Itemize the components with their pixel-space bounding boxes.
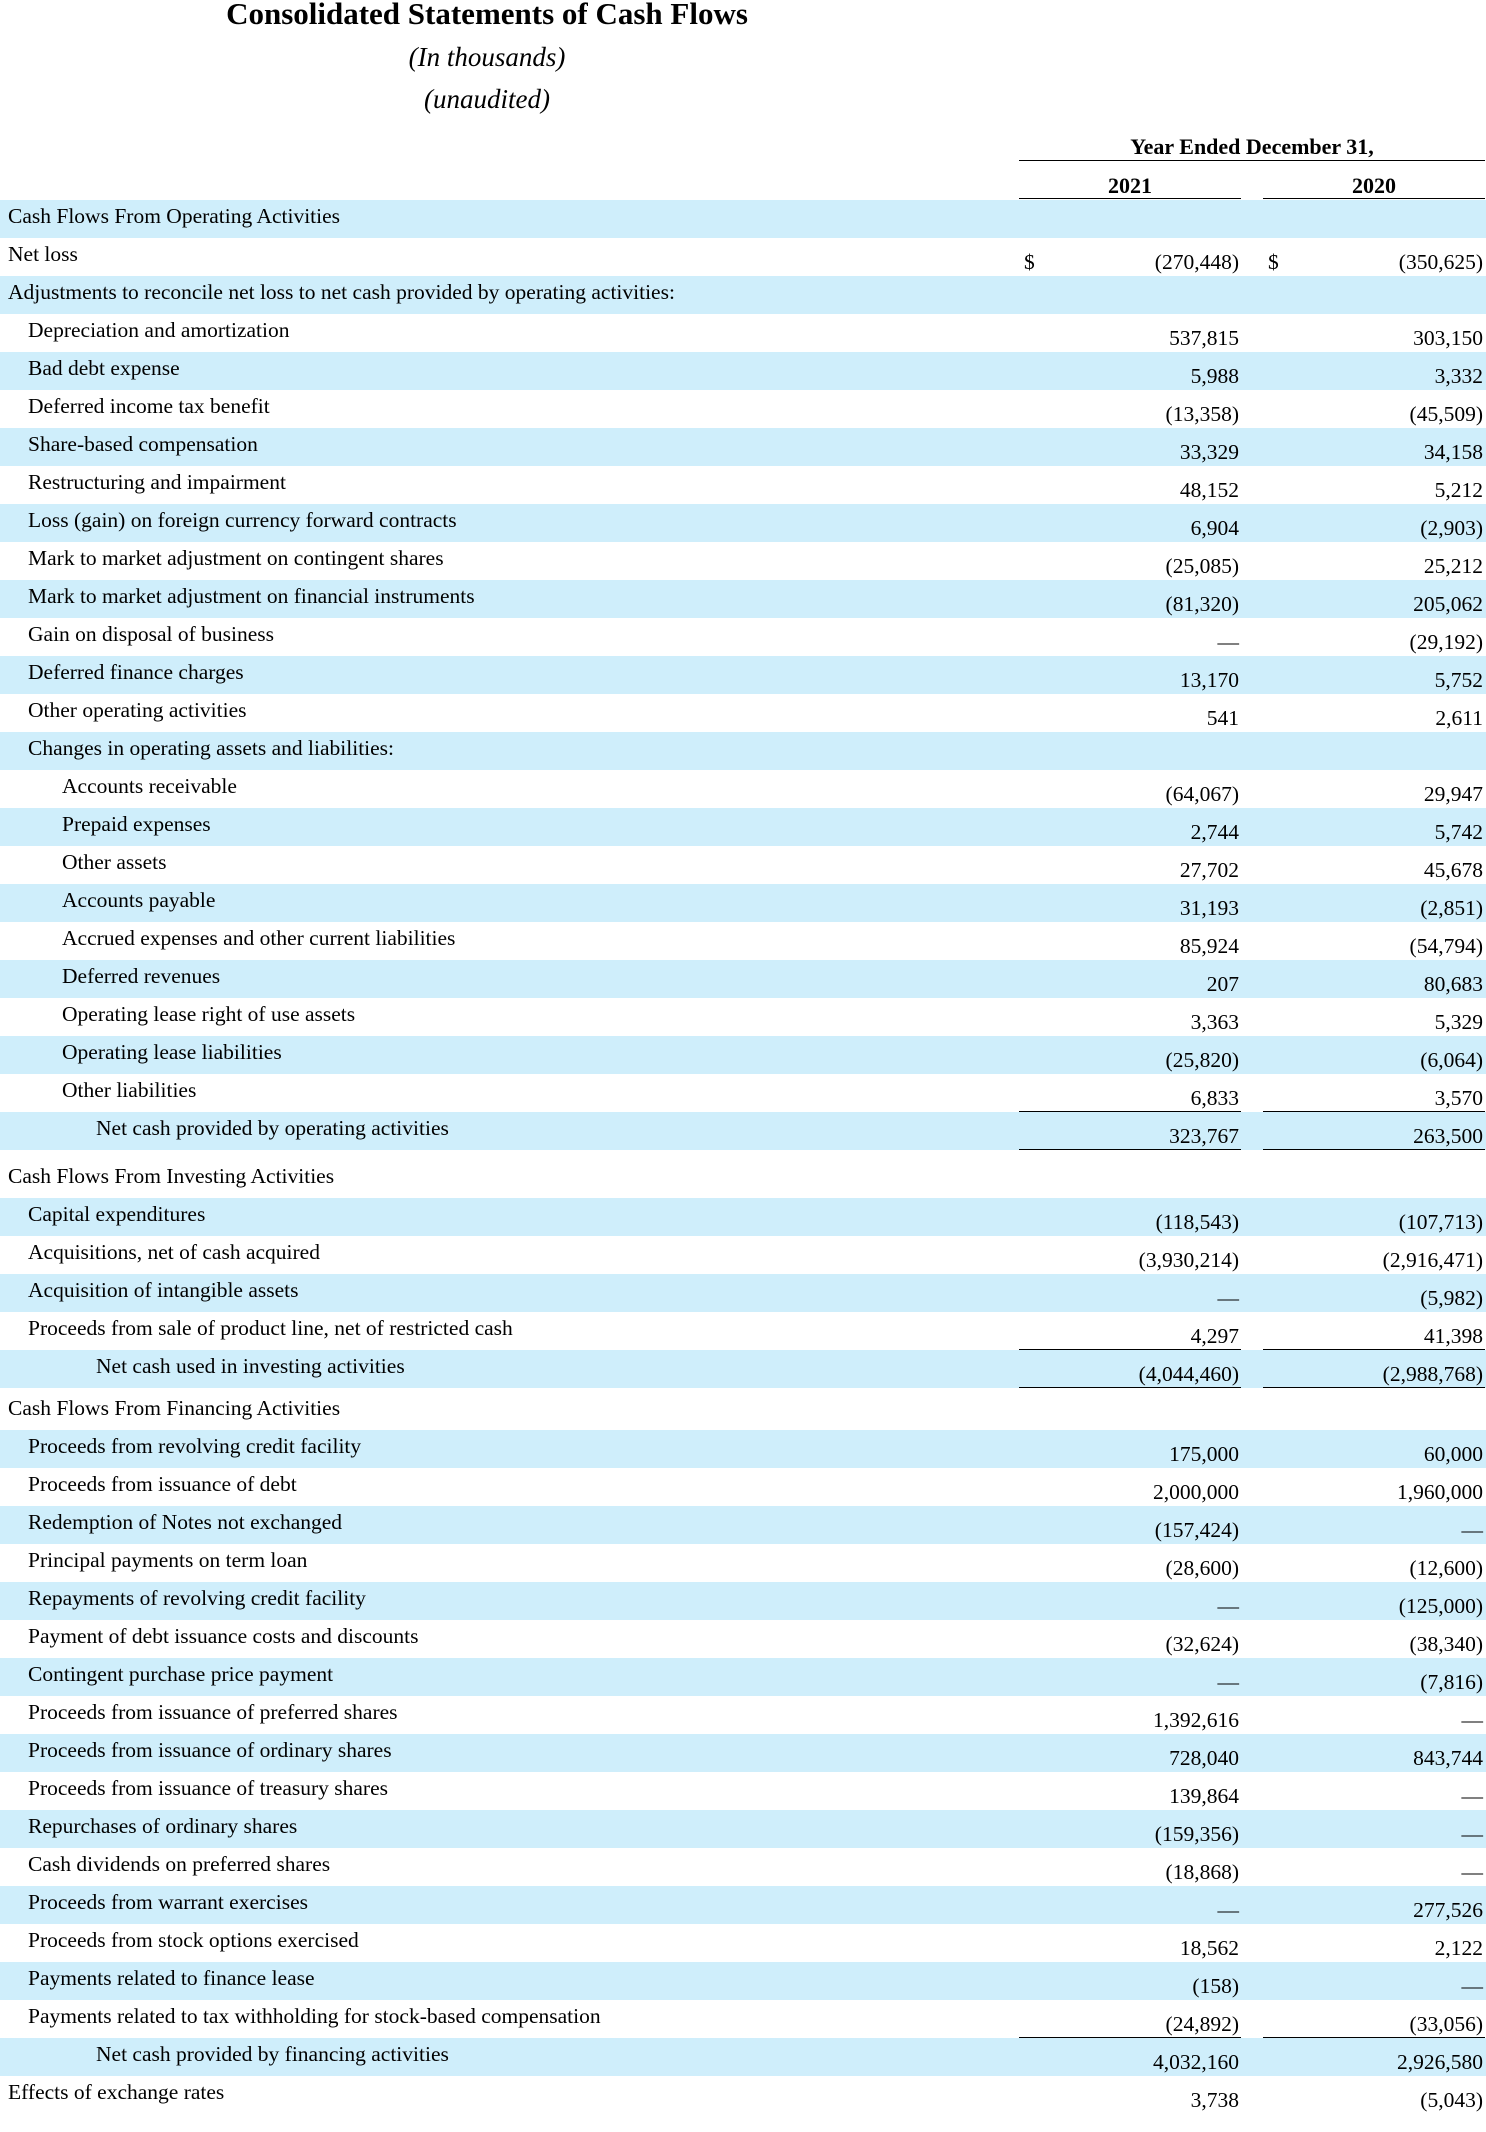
row-label: Payments related to finance lease bbox=[28, 1966, 315, 1990]
row-label: Proceeds from issuance of debt bbox=[28, 1472, 297, 1496]
table-row bbox=[0, 1160, 1486, 1198]
table-row bbox=[0, 2000, 1486, 2038]
table-row bbox=[0, 1734, 1486, 1772]
total-rule-2021 bbox=[1019, 1149, 1241, 1150]
value-2020: 29,947 bbox=[1423, 782, 1483, 806]
row-label: Share-based compensation bbox=[28, 432, 258, 456]
table-row bbox=[0, 1810, 1486, 1848]
table-row bbox=[0, 998, 1486, 1036]
table-row bbox=[0, 1848, 1486, 1886]
value-2020: — bbox=[1461, 1822, 1483, 1846]
currency-symbol-2020: $ bbox=[1268, 250, 1279, 274]
row-label: Operating lease liabilities bbox=[62, 1040, 282, 1064]
value-2021: (25,085) bbox=[1165, 554, 1239, 578]
table-row bbox=[0, 1312, 1486, 1350]
value-2021: — bbox=[1217, 1670, 1239, 1694]
value-2020: 80,683 bbox=[1423, 972, 1483, 996]
value-2021: — bbox=[1217, 1898, 1239, 1922]
row-label: Proceeds from issuance of preferred shares bbox=[28, 1700, 398, 1724]
value-2020: — bbox=[1461, 1974, 1483, 1998]
table-row bbox=[0, 770, 1486, 808]
row-label: Gain on disposal of business bbox=[28, 622, 275, 646]
row-label: Cash dividends on preferred shares bbox=[28, 1852, 331, 1876]
row-label: Mark to market adjustment on financial instruments bbox=[28, 584, 475, 608]
value-2021: 2,000,000 bbox=[1153, 1480, 1239, 1504]
value-2020: 2,611 bbox=[1435, 706, 1483, 730]
table-row bbox=[0, 276, 1486, 314]
row-label: Acquisition of intangible assets bbox=[28, 1278, 299, 1302]
value-2020: (2,903) bbox=[1420, 516, 1483, 540]
value-2020: 5,742 bbox=[1434, 820, 1483, 844]
value-2021: 6,833 bbox=[1190, 1086, 1239, 1110]
table-row bbox=[0, 1074, 1486, 1112]
row-label: Proceeds from revolving credit facility bbox=[28, 1434, 362, 1458]
value-2020: (6,064) bbox=[1420, 1048, 1483, 1072]
value-2020: (107,713) bbox=[1398, 1210, 1483, 1234]
value-2020: (38,340) bbox=[1409, 1632, 1483, 1656]
table-row bbox=[0, 846, 1486, 884]
value-2020: (2,916,471) bbox=[1382, 1248, 1483, 1272]
table-row bbox=[0, 1350, 1486, 1388]
value-2021: 139,864 bbox=[1169, 1784, 1239, 1808]
table-row bbox=[0, 1392, 1486, 1430]
value-2020: 2,122 bbox=[1434, 1936, 1483, 1960]
table-row bbox=[0, 314, 1486, 352]
value-2021: 31,193 bbox=[1179, 896, 1239, 920]
value-2020: 303,150 bbox=[1413, 326, 1483, 350]
table-row bbox=[0, 1544, 1486, 1582]
table-row bbox=[0, 1198, 1486, 1236]
value-2021: 48,152 bbox=[1179, 478, 1239, 502]
value-2020: 60,000 bbox=[1423, 1442, 1483, 1466]
row-label: Prepaid expenses bbox=[62, 812, 211, 836]
value-2020: 263,500 bbox=[1413, 1124, 1483, 1148]
year-2020-header-rule bbox=[1263, 198, 1485, 199]
table-row bbox=[0, 1696, 1486, 1734]
value-2020: 41,398 bbox=[1423, 1324, 1483, 1348]
row-label: Proceeds from stock options exercised bbox=[28, 1928, 359, 1952]
value-2020: 3,332 bbox=[1434, 364, 1483, 388]
table-row bbox=[0, 1236, 1486, 1274]
table-row bbox=[0, 1036, 1486, 1074]
value-2021: 175,000 bbox=[1169, 1442, 1239, 1466]
row-label: Proceeds from warrant exercises bbox=[28, 1890, 308, 1914]
row-label: Bad debt expense bbox=[28, 356, 180, 380]
row-label: Cash Flows From Financing Activities bbox=[8, 1396, 341, 1420]
table-row bbox=[0, 1112, 1486, 1150]
value-2021: (270,448) bbox=[1154, 250, 1239, 274]
row-label: Proceeds from issuance of ordinary shares bbox=[28, 1738, 392, 1762]
row-label: Other assets bbox=[62, 850, 167, 874]
value-2020: (12,600) bbox=[1409, 1556, 1483, 1580]
table-row bbox=[0, 238, 1486, 276]
value-2020: 2,926,580 bbox=[1397, 2050, 1483, 2074]
value-2021: 3,738 bbox=[1190, 2088, 1239, 2112]
value-2020: (350,625) bbox=[1398, 250, 1483, 274]
page-title: Consolidated Statements of Cash Flows bbox=[226, 0, 748, 31]
table-row bbox=[0, 1582, 1486, 1620]
value-2021: — bbox=[1217, 1594, 1239, 1618]
value-2020: 1,960,000 bbox=[1397, 1480, 1483, 1504]
row-label: Other operating activities bbox=[28, 698, 247, 722]
row-label: Depreciation and amortization bbox=[28, 318, 290, 342]
row-label: Mark to market adjustment on contingent shares bbox=[28, 546, 444, 570]
year-2021-header: 2021 bbox=[1108, 173, 1152, 198]
value-2020: 3,570 bbox=[1434, 1086, 1483, 1110]
row-label: Changes in operating assets and liabilities: bbox=[28, 736, 395, 760]
table-row bbox=[0, 2076, 1486, 2114]
row-label: Net loss bbox=[8, 242, 78, 266]
table-row bbox=[0, 884, 1486, 922]
table-row bbox=[0, 1962, 1486, 2000]
value-2020: 5,329 bbox=[1434, 1010, 1483, 1034]
row-label: Accrued expenses and other current liabilities bbox=[62, 926, 456, 950]
table-row bbox=[0, 1772, 1486, 1810]
total-rule-2020 bbox=[1263, 1387, 1485, 1388]
year-2020-header: 2020 bbox=[1352, 173, 1396, 198]
table-row bbox=[0, 390, 1486, 428]
table-row bbox=[0, 1468, 1486, 1506]
value-2021: — bbox=[1217, 1286, 1239, 1310]
row-label: Payments related to tax withholding for stock-based compensation bbox=[28, 2004, 601, 2028]
table-row bbox=[0, 504, 1486, 542]
table-row bbox=[0, 466, 1486, 504]
value-2021: 541 bbox=[1206, 706, 1239, 730]
value-2021: 85,924 bbox=[1179, 934, 1239, 958]
value-2020: 34,158 bbox=[1423, 440, 1483, 464]
row-label: Repayments of revolving credit facility bbox=[28, 1586, 366, 1610]
value-2021: 4,297 bbox=[1190, 1324, 1239, 1348]
total-rule-2020 bbox=[1263, 1149, 1485, 1150]
year-2021-header-rule bbox=[1019, 198, 1241, 199]
row-label: Net cash used in investing activities bbox=[96, 1354, 405, 1378]
row-label: Loss (gain) on foreign currency forward contracts bbox=[28, 508, 457, 532]
value-2021: (159,356) bbox=[1154, 1822, 1239, 1846]
period-header-rule bbox=[1019, 160, 1485, 161]
table-row bbox=[0, 1506, 1486, 1544]
row-label: Contingent purchase price payment bbox=[28, 1662, 334, 1686]
value-2021: (32,624) bbox=[1165, 1632, 1239, 1656]
value-2021: 5,988 bbox=[1190, 364, 1239, 388]
value-2021: 207 bbox=[1206, 972, 1239, 996]
value-2020: (45,509) bbox=[1409, 402, 1483, 426]
value-2021: (28,600) bbox=[1165, 1556, 1239, 1580]
value-2020: — bbox=[1461, 1784, 1483, 1808]
row-label: Net cash provided by financing activities bbox=[96, 2042, 449, 2066]
table-row bbox=[0, 580, 1486, 618]
row-label: Acquisitions, net of cash acquired bbox=[28, 1240, 320, 1264]
value-2020: 843,744 bbox=[1413, 1746, 1483, 1770]
row-label: Operating lease right of use assets bbox=[62, 1002, 356, 1026]
table-row bbox=[0, 618, 1486, 656]
value-2021: (4,044,460) bbox=[1138, 1362, 1239, 1386]
value-2020: (5,043) bbox=[1420, 2088, 1483, 2112]
status-subtitle: (unaudited) bbox=[424, 84, 550, 114]
value-2020: (7,816) bbox=[1420, 1670, 1483, 1694]
row-label: Deferred income tax benefit bbox=[28, 394, 270, 418]
value-2021: (81,320) bbox=[1165, 592, 1239, 616]
row-label: Cash Flows From Operating Activities bbox=[8, 204, 341, 228]
value-2020: (33,056) bbox=[1409, 2012, 1483, 2036]
value-2021: 13,170 bbox=[1179, 668, 1239, 692]
row-label: Adjustments to reconcile net loss to net cash provided by operating activities: bbox=[8, 280, 675, 304]
period-header: Year Ended December 31, bbox=[1130, 134, 1374, 159]
table-row bbox=[0, 200, 1486, 238]
table-row bbox=[0, 1658, 1486, 1696]
table-row bbox=[0, 428, 1486, 466]
table-row bbox=[0, 542, 1486, 580]
value-2020: 45,678 bbox=[1423, 858, 1483, 882]
value-2020: — bbox=[1461, 1860, 1483, 1884]
value-2021: 33,329 bbox=[1179, 440, 1239, 464]
row-label: Restructuring and impairment bbox=[28, 470, 286, 494]
row-label: Deferred revenues bbox=[62, 964, 221, 988]
row-label: Effects of exchange rates bbox=[8, 2080, 225, 2104]
value-2020: 25,212 bbox=[1423, 554, 1483, 578]
value-2021: 3,363 bbox=[1190, 1010, 1239, 1034]
total-rule-2021 bbox=[1019, 1387, 1241, 1388]
value-2020: (54,794) bbox=[1409, 934, 1483, 958]
table-row bbox=[0, 352, 1486, 390]
value-2020: (5,982) bbox=[1420, 1286, 1483, 1310]
table-row bbox=[0, 2038, 1486, 2076]
value-2021: (24,892) bbox=[1165, 2012, 1239, 2036]
value-2020: 205,062 bbox=[1413, 592, 1483, 616]
table-row bbox=[0, 960, 1486, 998]
currency-symbol-2021: $ bbox=[1024, 250, 1035, 274]
row-label: Accounts payable bbox=[62, 888, 216, 912]
table-row bbox=[0, 1274, 1486, 1312]
row-label: Net cash provided by operating activities bbox=[96, 1116, 449, 1140]
table-row bbox=[0, 922, 1486, 960]
value-2021: 18,562 bbox=[1179, 1936, 1239, 1960]
units-subtitle: (In thousands) bbox=[408, 42, 566, 72]
table-row bbox=[0, 1886, 1486, 1924]
table-row bbox=[0, 1620, 1486, 1658]
value-2021: 537,815 bbox=[1169, 326, 1239, 350]
value-2021: (3,930,214) bbox=[1138, 1248, 1239, 1272]
row-label: Cash Flows From Investing Activities bbox=[8, 1164, 335, 1188]
value-2021: (158) bbox=[1192, 1974, 1239, 1998]
table-row bbox=[0, 1430, 1486, 1468]
value-2020: 5,752 bbox=[1434, 668, 1483, 692]
table-row bbox=[0, 1924, 1486, 1962]
value-2021: (18,868) bbox=[1165, 1860, 1239, 1884]
row-label: Repurchases of ordinary shares bbox=[28, 1814, 298, 1838]
value-2020: 5,212 bbox=[1434, 478, 1483, 502]
value-2020: (29,192) bbox=[1409, 630, 1483, 654]
value-2021: 6,904 bbox=[1190, 516, 1239, 540]
value-2020: (2,988,768) bbox=[1382, 1362, 1483, 1386]
value-2021: (157,424) bbox=[1154, 1518, 1239, 1542]
value-2021: (64,067) bbox=[1165, 782, 1239, 806]
value-2021: 2,744 bbox=[1190, 820, 1239, 844]
table-row bbox=[0, 732, 1486, 770]
value-2021: 1,392,616 bbox=[1153, 1708, 1239, 1732]
row-label: Proceeds from sale of product line, net of restricted cash bbox=[28, 1316, 513, 1340]
row-label: Accounts receivable bbox=[62, 774, 237, 798]
row-label: Other liabilities bbox=[62, 1078, 197, 1102]
value-2021: 4,032,160 bbox=[1153, 2050, 1239, 2074]
table-row bbox=[0, 656, 1486, 694]
row-label: Proceeds from issuance of treasury shares bbox=[28, 1776, 388, 1800]
value-2020: — bbox=[1461, 1708, 1483, 1732]
value-2021: — bbox=[1217, 630, 1239, 654]
value-2021: (25,820) bbox=[1165, 1048, 1239, 1072]
table-row bbox=[0, 694, 1486, 732]
row-label: Principal payments on term loan bbox=[28, 1548, 308, 1572]
value-2020: (125,000) bbox=[1398, 1594, 1483, 1618]
row-label: Redemption of Notes not exchanged bbox=[28, 1510, 343, 1534]
value-2021: 323,767 bbox=[1169, 1124, 1239, 1148]
table-row bbox=[0, 808, 1486, 846]
value-2020: 277,526 bbox=[1413, 1898, 1483, 1922]
value-2021: 728,040 bbox=[1169, 1746, 1239, 1770]
row-label: Deferred finance charges bbox=[28, 660, 244, 684]
row-label: Capital expenditures bbox=[28, 1202, 206, 1226]
value-2021: (13,358) bbox=[1165, 402, 1239, 426]
row-label: Payment of debt issuance costs and discounts bbox=[28, 1624, 419, 1648]
value-2021: (118,543) bbox=[1155, 1210, 1239, 1234]
value-2021: 27,702 bbox=[1179, 858, 1239, 882]
value-2020: — bbox=[1461, 1518, 1483, 1542]
value-2020: (2,851) bbox=[1420, 896, 1483, 920]
